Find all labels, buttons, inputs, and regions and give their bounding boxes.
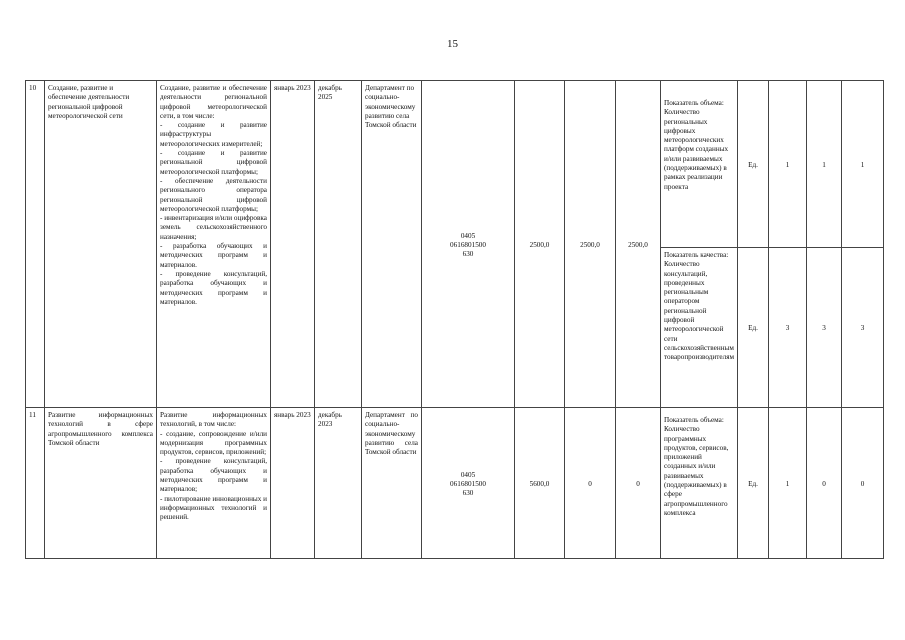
indicator-value-2: 3 xyxy=(807,248,842,408)
indicator-unit: Ед. xyxy=(738,248,769,408)
indicator-value-2: 0 xyxy=(807,408,842,559)
event-description: Развитие информационных технологий, в том числе: - создание, сопровождение и/или модернизация программных продуктов, сервисов, приложений; - проведение консультаций, разработка обучающих и методических программ и материалов; - пилотирование инновационных и информационных технологий и решений. xyxy=(157,408,271,559)
indicator-value-1: 1 xyxy=(769,408,807,559)
executor: Департамент по социально-экономическому развитию села Томской области xyxy=(362,408,422,559)
indicator-value-1: 3 xyxy=(769,248,807,408)
event-name: Создание, развитие и обеспечение деятельности региональной цифровой метеорологической сети xyxy=(45,81,157,408)
indicator-value-3: 1 xyxy=(842,81,884,248)
funding-year-2: 2500,0 xyxy=(565,81,616,408)
table-row xyxy=(26,81,884,248)
funding-year-1: 2500,0 xyxy=(515,81,565,408)
row-number: 11 xyxy=(26,408,45,559)
funding-year-2: 0 xyxy=(565,408,616,559)
indicator-value-2: 1 xyxy=(807,81,842,248)
indicator-unit: Ед. xyxy=(738,408,769,559)
indicator-name: Показатель качества: Количество консультаций, проведенных региональным оператором региональной цифровой метеорологической сети сельскохозяйственным товаропроизводителям xyxy=(661,248,738,408)
funding-year-3: 2500,0 xyxy=(616,81,661,408)
indicator-value-1: 1 xyxy=(769,81,807,248)
indicator-value-3: 0 xyxy=(842,408,884,559)
table-row xyxy=(26,408,884,559)
indicator-name: Показатель объема: Количество программных продуктов, сервисов, приложений созданных и/или развиваемых (поддерживаемых) в сфере агропромышленного комплекса xyxy=(661,408,738,559)
executor: Департамент по социально-экономическому развитию села Томской области xyxy=(362,81,422,408)
page-number: 15 xyxy=(447,38,458,50)
budget-code: 0405 0616801500 630 xyxy=(422,408,515,559)
start-date: январь 2023 xyxy=(271,81,315,408)
indicator-unit: Ед. xyxy=(738,81,769,248)
row-number: 10 xyxy=(26,81,45,408)
indicator-value-3: 3 xyxy=(842,248,884,408)
funding-year-1: 5600,0 xyxy=(515,408,565,559)
start-date: январь 2023 xyxy=(271,408,315,559)
event-description: Создание, развитие и обеспечение деятельности региональной цифровой метеорологической сети, в том числе: - создание и развитие инфраструктуры метеорологических измерителей; - создание и развитие региональной цифровой метеорологической платформы; - обеспечение деятельности регионального оператора региональной цифровой метеорологической платформы; - инвентаризация и/или оцифровка земель сельскохозяйственного назначения; - разработка обучающих и методических программ и материалов. - проведение консультаций, разработка обучающих и методических программ и материалов. xyxy=(157,81,271,408)
funding-year-3: 0 xyxy=(616,408,661,559)
end-date: декабрь 2025 xyxy=(315,81,362,408)
program-table xyxy=(25,80,884,559)
end-date: декабрь 2023 xyxy=(315,408,362,559)
event-name: Развитие информационных технологий в сфере агропромышленного комплекса Томской области xyxy=(45,408,157,559)
indicator-name: Показатель объема: Количество региональных цифровых метеорологических платформ созданных и/или развиваемых (поддерживаемых) в рамках реализации проекта xyxy=(661,81,738,248)
budget-code: 0405 0616801500 630 xyxy=(422,81,515,408)
